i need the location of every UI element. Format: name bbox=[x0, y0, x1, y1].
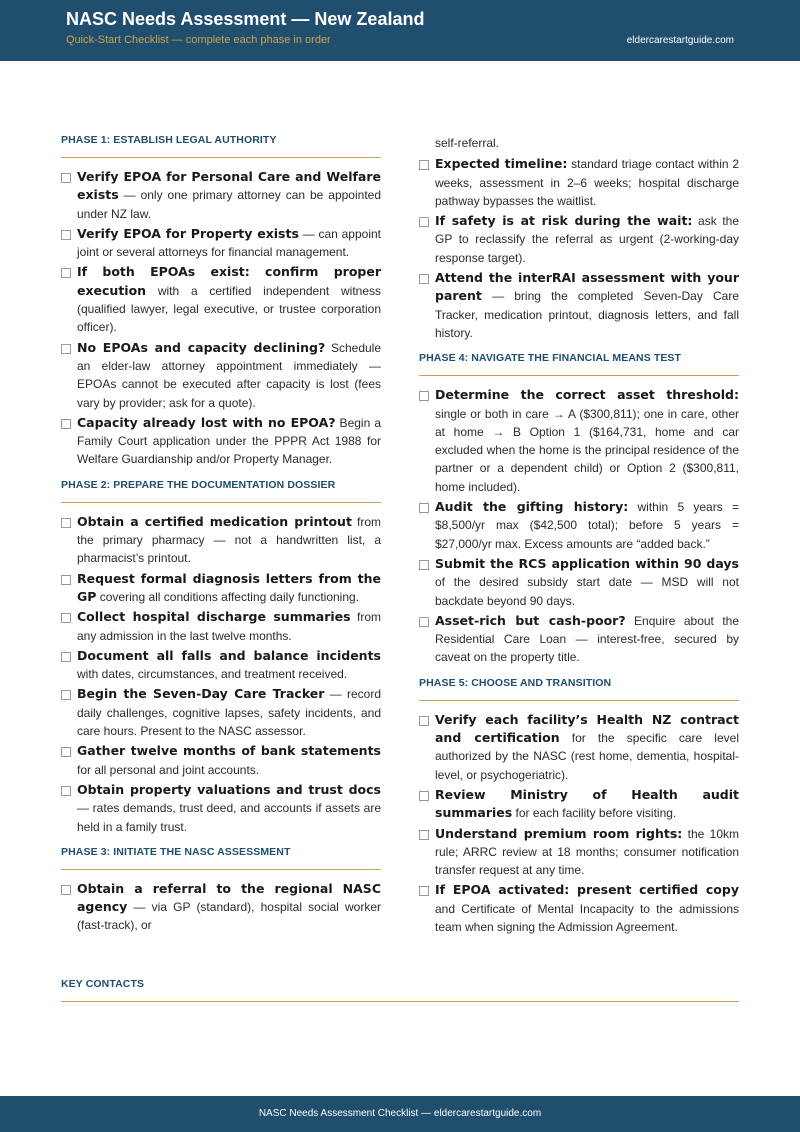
checkbox[interactable] bbox=[61, 575, 71, 585]
item-text: with dates, circumstances, and treatment received. bbox=[77, 667, 348, 682]
item-text: from the primary pharmacy — not a handwritten list, a pharmacist’s printout. bbox=[77, 514, 381, 566]
checkbox[interactable] bbox=[61, 268, 71, 278]
checkbox[interactable] bbox=[61, 613, 71, 623]
phase-5-title: PHASE 5: CHOOSE AND TRANSITION bbox=[419, 677, 739, 701]
item-lead: Obtain a referral to the regional NASC agency bbox=[77, 880, 381, 915]
item-lead: Determine the correct asset threshold: bbox=[435, 387, 739, 403]
item-lead: If EPOA activated: present certified copy bbox=[435, 882, 739, 898]
checklist-item bbox=[61, 414, 381, 469]
item-lead: Asset-rich but cash-poor? bbox=[435, 612, 626, 628]
item-continuation: self-referral. bbox=[435, 136, 500, 150]
item-lead: Expected timeline: bbox=[435, 156, 568, 172]
item-text: for the specific care level authorized by the NASC (rest home, dementia, hospital-level, or psychogeriatric). bbox=[435, 731, 739, 782]
header-bar bbox=[0, 0, 800, 61]
phase-3-list bbox=[61, 880, 381, 935]
phase-1-list bbox=[61, 168, 381, 469]
phase-2-list bbox=[61, 513, 381, 836]
item-text: — rates demands, trust deed, and accounts if assets are held in a family trust. bbox=[77, 801, 381, 834]
checklist-item bbox=[61, 742, 381, 779]
footer-text: NASC Needs Assessment Checklist — eldercarestartguide.com bbox=[258, 1108, 542, 1119]
item-text: — via GP (standard), hospital social worker (fast-track), or bbox=[77, 900, 381, 933]
item-text: and Certificate of Mental Incapacity to the admissions team when signing the Admission Agreement. bbox=[435, 901, 739, 934]
checklist-item bbox=[61, 880, 381, 935]
checkbox[interactable] bbox=[419, 160, 429, 170]
checklist-item bbox=[419, 498, 739, 553]
item-text: for each facility before visiting. bbox=[512, 806, 677, 821]
checklist-item bbox=[61, 781, 381, 836]
item-text: Begin a Family Court application under the PPPR Act 1988 for Welfare Guardianship and/or Property Manager. bbox=[77, 415, 381, 467]
page-title: NASC Needs Assessment — New Zealand bbox=[66, 9, 425, 29]
item-lead: Verify EPOA for Property exists bbox=[77, 225, 299, 241]
checklist-item bbox=[419, 386, 739, 496]
page-subtitle: Quick-Start Checklist — complete each phase in order bbox=[66, 34, 331, 46]
site-link[interactable]: eldercarestartguide.com bbox=[626, 35, 734, 46]
item-text: — only one primary attorney can be appointed under NZ law. bbox=[77, 188, 381, 221]
item-text: — can appoint joint or several attorneys for financial management. bbox=[77, 226, 381, 260]
checkbox[interactable] bbox=[61, 885, 71, 895]
checkbox[interactable] bbox=[419, 617, 429, 627]
checkbox[interactable] bbox=[61, 518, 71, 528]
item-lead: Begin the Seven-Day Care Tracker bbox=[77, 686, 325, 702]
checkbox[interactable] bbox=[61, 173, 71, 183]
checkbox[interactable] bbox=[61, 747, 71, 757]
item-lead: No EPOAs and capacity declining? bbox=[77, 339, 326, 355]
item-text: with a certified independent witness (qualified lawyer, legal executive, or trustee corporation officer). bbox=[77, 283, 381, 335]
item-text: standard triage contact within 2 weeks, assessment in 2–6 weeks; hospital discharge pathway bypasses the waitlist. bbox=[435, 157, 739, 208]
item-text: covering all conditions affecting daily functioning. bbox=[96, 589, 360, 604]
phase-3-title: PHASE 3: INITIATE THE NASC ASSESSMENT bbox=[61, 846, 381, 870]
footer-bar bbox=[0, 1096, 800, 1132]
item-lead: Understand premium room rights: bbox=[435, 825, 683, 841]
checkbox[interactable] bbox=[61, 419, 71, 429]
checkbox[interactable] bbox=[61, 344, 71, 354]
item-lead: Submit the RCS application within 90 days bbox=[435, 555, 739, 571]
checkbox[interactable] bbox=[419, 716, 429, 726]
phase-4-list bbox=[419, 386, 739, 666]
item-lead: Obtain property valuations and trust docs bbox=[77, 781, 381, 797]
checklist-item bbox=[419, 212, 739, 267]
checkbox[interactable] bbox=[419, 217, 429, 227]
checklist-item bbox=[419, 269, 739, 342]
item-lead: Verify each facility’s Health NZ contract and certification bbox=[435, 711, 739, 746]
checklist-item bbox=[419, 786, 739, 823]
checkbox[interactable] bbox=[419, 560, 429, 570]
checklist-item bbox=[61, 168, 381, 223]
checkbox[interactable] bbox=[61, 786, 71, 796]
checklist-item bbox=[61, 570, 381, 607]
item-lead: If both EPOAs exist: confirm proper execution bbox=[77, 264, 381, 298]
item-text: Schedule an elder-law attorney appointment immediately — EPOAs cannot be executed after capacity is lost (fees vary by provider; ask for a quote). bbox=[77, 340, 382, 410]
item-lead: Verify EPOA for Personal Care and Welfare exists bbox=[77, 169, 381, 203]
checkbox[interactable] bbox=[61, 230, 71, 240]
item-lead: Document all falls and balance incidents bbox=[77, 647, 381, 663]
checkbox[interactable] bbox=[419, 886, 429, 896]
checkbox[interactable] bbox=[61, 690, 71, 700]
item-lead: Request formal diagnosis letters from the GP bbox=[77, 570, 381, 604]
checklist-item bbox=[61, 225, 381, 262]
key-contacts-title: KEY CONTACTS bbox=[61, 978, 739, 1002]
item-text: — record daily challenges, cognitive lapses, safety incidents, and care hours. Present to the NASC assessor. bbox=[77, 687, 381, 739]
phase-2-title: PHASE 2: PREPARE THE DOCUMENTATION DOSSIER bbox=[61, 479, 381, 503]
phase-1-title: PHASE 1: ESTABLISH LEGAL AUTHORITY bbox=[61, 134, 381, 158]
item-lead: Audit the gifting history: bbox=[435, 499, 629, 515]
checklist-item bbox=[419, 612, 739, 667]
checklist-item bbox=[419, 155, 739, 210]
checklist-item bbox=[61, 608, 381, 645]
checklist-item bbox=[61, 263, 381, 336]
checkbox[interactable] bbox=[419, 391, 429, 401]
item-lead: Collect hospital discharge summaries bbox=[77, 609, 351, 625]
checklist-item bbox=[419, 555, 739, 610]
checkbox[interactable] bbox=[419, 503, 429, 513]
phase-5-list bbox=[419, 711, 739, 937]
checklist-item bbox=[419, 881, 739, 936]
checkbox[interactable] bbox=[419, 274, 429, 284]
checklist-item bbox=[61, 647, 381, 684]
item-text: the 10km rule; ARRC review at 18 months; consumer notification transfer request at any time. bbox=[435, 826, 739, 878]
item-lead: Capacity already lost with no EPOA? bbox=[77, 414, 336, 430]
checklist-item bbox=[419, 825, 739, 880]
checkbox[interactable] bbox=[61, 652, 71, 662]
right-column bbox=[419, 134, 739, 938]
checkbox[interactable] bbox=[419, 830, 429, 840]
item-text: single or both in care → A ($300,811); one in care, other at home → B Option 1 ($164,731, home and car excluded when the home is the principal residence of the partner or a dependent child) or Option 2 ($300,811, home included). bbox=[435, 406, 739, 494]
item-text: of the desired subsidy start date — MSD will not backdate beyond 90 days. bbox=[435, 575, 739, 608]
item-lead: Gather twelve months of bank statements bbox=[77, 743, 381, 759]
item-text: ask the GP to reclassify the referral as urgent (2-working-day response target). bbox=[435, 214, 739, 265]
item-text: from any admission in the last twelve months. bbox=[77, 610, 381, 643]
left-column bbox=[61, 134, 381, 937]
key-contacts-section bbox=[61, 978, 739, 1012]
phase-4-title: PHASE 4: NAVIGATE THE FINANCIAL MEANS TEST bbox=[419, 352, 739, 376]
item-lead: Obtain a certified medication printout bbox=[77, 513, 352, 529]
item-text: Enquire about the Residential Care Loan — interest-free, secured by caveat on the property title. bbox=[435, 613, 740, 665]
checkbox[interactable] bbox=[419, 791, 429, 801]
item-lead: If safety is at risk during the wait: bbox=[435, 213, 693, 229]
checklist-item bbox=[61, 685, 381, 740]
checklist-item bbox=[61, 339, 381, 412]
item-text: within 5 years = $8,500/yr max ($42,500 total); before 5 years = $27,000/yr max. Excess amounts are “added back.” bbox=[435, 500, 739, 551]
item-text: — bring the completed Seven-Day Care Tracker, medication printout, diagnosis letters, and fall history. bbox=[435, 289, 739, 340]
checklist-item bbox=[61, 513, 381, 568]
item-text: for all personal and joint accounts. bbox=[77, 762, 260, 777]
checklist-item bbox=[419, 711, 739, 784]
item-lead: Review Ministry of Health audit summaries bbox=[435, 786, 739, 821]
item-lead: Attend the interRAI assessment with your parent bbox=[435, 270, 739, 304]
